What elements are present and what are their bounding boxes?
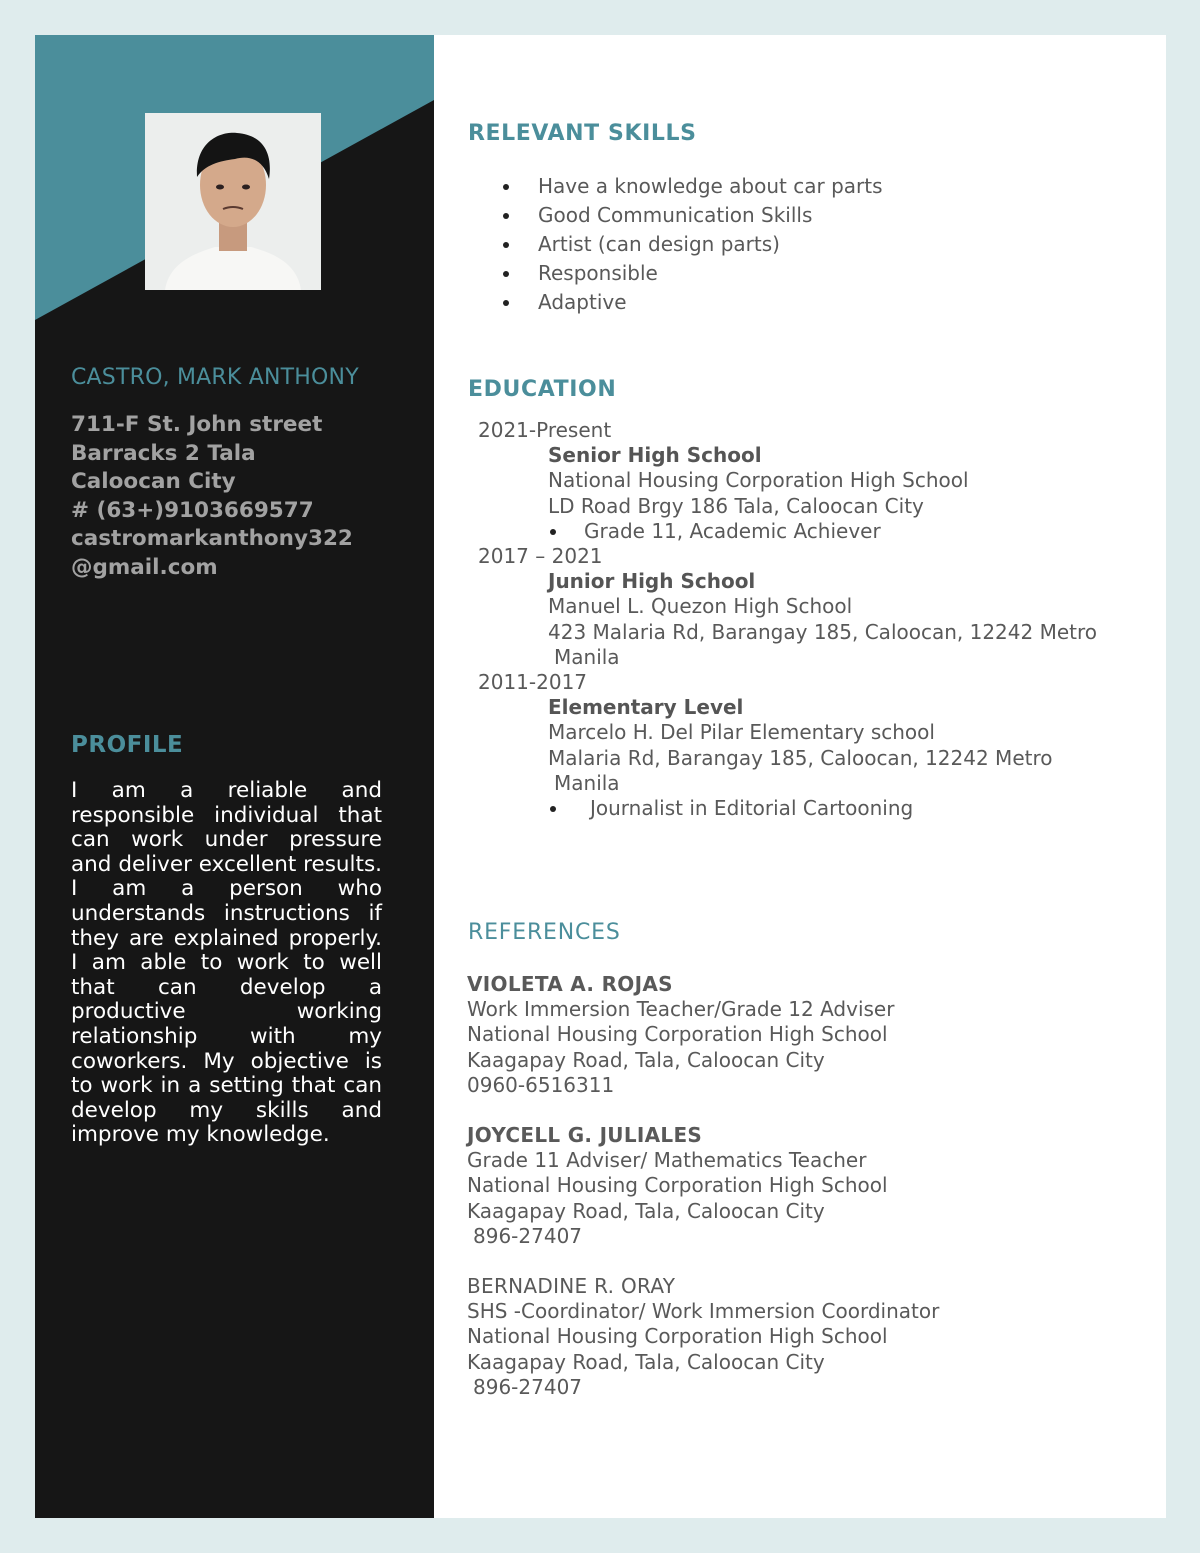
reference-phone: 896-27407 [473, 1374, 583, 1399]
education-period: 2017 – 2021 [478, 544, 603, 569]
resume-page [35, 35, 1166, 1518]
references-list [467, 972, 939, 1425]
reference-entry [467, 1274, 939, 1400]
profile-heading: PROFILE [71, 732, 184, 758]
education-address: LD Road Brgy 186 Tala, Caloocan City [548, 493, 924, 518]
education-level: Junior High School [548, 569, 756, 594]
reference-address: Kaagapay Road, Tala, Caloocan City [467, 1198, 825, 1223]
reference-school: National Housing Corporation High School [467, 1173, 888, 1198]
reference-entry [467, 972, 939, 1098]
contact-info [71, 411, 353, 583]
contact-email: castromarkanthony322 [71, 526, 353, 552]
profile-photo [145, 113, 321, 290]
contact-line: Caloocan City [71, 469, 236, 495]
education-note: Grade 11, Academic Achiever [548, 519, 1097, 544]
reference-name: VIOLETA A. ROJAS [467, 972, 673, 996]
education-address: 423 Malaria Rd, Barangay 185, Caloocan, 12242 Metro [548, 619, 1098, 644]
education-note: Journalist in Editorial Cartooning [548, 796, 1097, 821]
reference-role: Grade 11 Adviser/ Mathematics Teacher [467, 1148, 867, 1173]
education-address-cont: Manila [554, 770, 620, 795]
education-list [478, 418, 1097, 821]
skill-item: Adaptive [498, 288, 883, 317]
education-level: Elementary Level [548, 695, 744, 720]
contact-email-domain: @gmail.com [71, 554, 218, 580]
sidebar [35, 35, 434, 1518]
skill-item: Responsible [498, 259, 883, 288]
education-heading: EDUCATION [468, 377, 617, 402]
reference-phone: 896-27407 [473, 1223, 583, 1248]
reference-name: JOYCELL G. JULIALES [467, 1123, 703, 1148]
education-entry [478, 443, 1097, 544]
reference-address: Kaagapay Road, Tala, Caloocan City [467, 1349, 825, 1374]
references-heading: REFERENCES [468, 920, 621, 945]
reference-address: Kaagapay Road, Tala, Caloocan City [467, 1047, 825, 1072]
skill-item: Artist (can design parts) [498, 230, 883, 259]
education-level: Senior High School [548, 443, 762, 468]
profile-summary: I am a reliable and responsible individual that can work under pressure and deliver excellent results. I am a person who understands instructions if they are explained properly. I am able to work to well that can develop a productive working relationship with my coworkers. My objective is to work in a setting that can develop my skills and improve my knowledge. [71, 778, 382, 1148]
skill-item: Have a knowledge about car parts [498, 172, 883, 201]
reference-phone: 0960-6516311 [467, 1072, 615, 1097]
education-school: Manuel L. Quezon High School [548, 594, 853, 619]
reference-role: Work Immersion Teacher/Grade 12 Adviser [467, 997, 895, 1022]
person-photo-icon [145, 113, 321, 290]
contact-line: 711-F St. John street [71, 412, 323, 437]
contact-phone: # (63+)9103669577 [71, 497, 314, 523]
education-period: 2021-Present [478, 418, 612, 442]
reference-role: SHS -Coordinator/ Work Immersion Coordinator [467, 1299, 940, 1324]
education-address: Malaria Rd, Barangay 185, Caloocan, 12242 Metro [548, 745, 1053, 770]
reference-name: BERNADINE R. ORAY [467, 1274, 676, 1299]
education-entry [478, 569, 1097, 670]
candidate-name: CASTRO, MARK ANTHONY [71, 365, 359, 390]
skill-item: Good Communication Skills [498, 201, 883, 230]
education-school: National Housing Corporation High School [548, 468, 969, 493]
skills-heading: RELEVANT SKILLS [468, 121, 697, 146]
education-school: Marcelo H. Del Pilar Elementary school [548, 720, 935, 745]
reference-entry [467, 1123, 939, 1249]
skills-list [498, 172, 883, 317]
education-address-cont: Manila [554, 644, 620, 669]
reference-school: National Housing Corporation High School [467, 1324, 888, 1349]
education-period: 2011-2017 [478, 670, 588, 695]
education-entry [478, 695, 1097, 821]
reference-school: National Housing Corporation High School [467, 1022, 888, 1047]
contact-line: Barracks 2 Tala [71, 440, 256, 466]
